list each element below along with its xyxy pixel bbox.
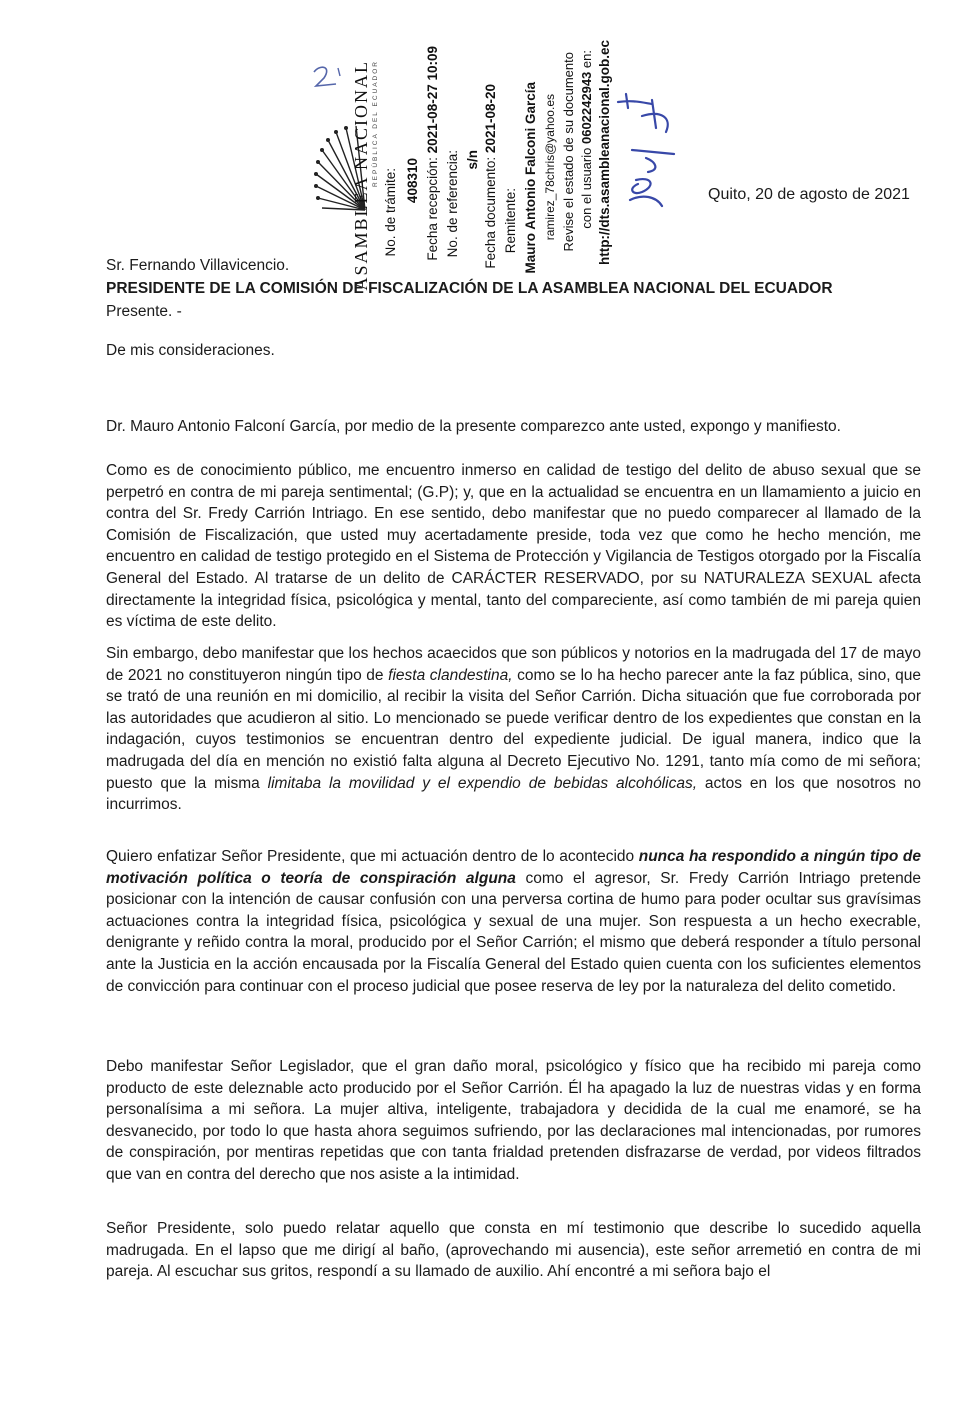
stamp-fecha-documento-label: Fecha documento: [483,156,498,269]
paragraph-intro: Dr. Mauro Antonio Falconí García, por medio de la presente comparezco ante usted, expongo y manifiesto. [106,418,841,435]
stamp-revise-user [580,50,593,229]
stamp-tramite-label: No. de trámite: [383,168,398,257]
stamp-revise-user-value: 0602242943 [579,71,594,145]
handwritten-mark [310,62,344,92]
paragraph-2 [106,643,921,816]
recipient-presente: Presente. - [106,303,182,320]
stamp-email: ramirez_78chris@yahoo.es [543,94,557,241]
stamp-fecha-documento [484,84,498,269]
paragraph-1: Como es de conocimiento público, me encuentro inmerso en calidad de testigo del delito de abuso sexual que se perpetró en contra de mi pareja sentimental; (G.P); y, que en la actualidad se encuentra en un llamamiento a juicio en contra del Sr. Fredy Carrión Intriago. En ese sentido, debo manifestar que no puedo comparecer al llamado de la Comisión de Fiscalización, que usted muy acertadamente preside, toda vez que como he hecho mención, me encuentro en calidad de testigo protegido en el Sistema de Protección y Vigilancia de Testigos otorgado por la Fiscalía General del Estado. Al tratarse de un delito de CARÁCTER RESERVADO, por su NATURALEZA SEXUAL afecta directamente la integridad física, psicológica y mental, tanto del compareciente, así como también de mi pareja quien es víctima de este delito. [106,462,921,631]
stamp-tramite-value-col [406,158,420,203]
stamp-institution: ASAMBLEA NACIONAL [351,60,371,291]
stamp-fecha-recepcion-label: Fecha recepción: [425,157,440,261]
paragraph-3-part-b: como el agresor, Sr. Fredy Carrión Intriago pretende posicionar con la intención de causar confusión con una perversa cortina de humo para poder ocultar sus gravísimas actuaciones contra la integridad física, psicológica y sexual de una mujer. Son respuesta a un hecho execrable, denigrante y reñido contra la moral, producido por el Señor Carrión; el mismo que deberá responder a título personal ante la Justicia en la acción encausada por la Fiscalía General del Estado quien cuenta con los suficientes elementos de convicción para continuar con el proceso judicial que posee reserva de ley por la naturaleza del delito cometido. [106,869,921,995]
stamp-revise-suffix: en: [579,50,594,69]
paragraph-2-part-c: actos en los que nosotros no incurrimos. [106,774,921,814]
stamp-fecha-documento-value: 2021-08-20 [483,84,498,154]
paragraph-2-emphasis-1: fiesta clandestina, [388,666,513,684]
stamp-revise: Revise el estado de su documento [561,52,576,252]
paragraph-3 [106,846,921,997]
paragraph-2-part-a: Sin embargo, debo manifestar que los hechos acaecidos que son públicos y notorios en la madrugada del 17 de mayo de 2021 no constituyeron ningún tipo de [106,645,921,684]
stamp-fecha-recepcion-value: 2021-08-27 10:09 [425,46,440,154]
addressee-block [106,254,926,323]
stamp-referencia-value-col [466,150,480,170]
stamp-url-value: http://dts.asambleanacional.gob.ec [597,40,612,266]
stamp-tramite [384,168,398,257]
stamp-referencia-value: s/n [465,150,480,170]
paragraph-3-part-a: Quiero enfatizar Señor Presidente, que mi actuación dentro de lo acontecido [106,848,639,865]
stamp-institution-sub: REPÚBLICA DEL ECUADOR [372,60,379,188]
stamp-url [598,40,612,265]
recipient-name: Sr. Fernando Villavicencio. [106,257,290,274]
stamp-revise-prefix: con el usuario [579,147,594,229]
paragraph-5: Señor Presidente, solo puedo relatar aquello que consta en mí testimonio que describe lo sucedido aquella madrugada. En el lapso que me dirigí al baño, (aprovechando mi ausencia), este señor arremetió en contra de mi pareja. Al escuchar sus gritos, respondí a su llamado de auxilio. Ahí encontré a mi señora bajo el [106,1220,921,1281]
stamp-remitente [504,188,518,253]
paragraph-2-part-b: como se lo ha hecho parecer ante la faz pública, sino, que se trató de una reunión en mi domicilio, al recibir la visita del Señor Carrión. Dicha situación que fue corroborada por las autoridades que acudieron al sitio. Lo mencionado se puede verificar dentro de los expedientes que constan en la indagación, cuyos testimonios se encuentran dentro del expediente judicial. De igual manera, indico que la madrugada del día en mención no existió falta alguna al Decreto Ejecutivo No. 1291, tanto mía como de mi señora; puesto que la misma [106,666,922,792]
paragraph-3-emphasis: nunca ha respondido a ningún tipo de motivación política o teoría de conspiración alguna [106,848,922,887]
paragraph-4: Debo manifestar Señor Legislador, que el gran daño moral, psicológico y físico que ha recibido mi pareja como producto de este deleznable acto producido por el Señor Carrión. Él ha apagado la luz de nuestras vidas y en forma personalísima a mi señora. La mujer altiva, inteligente, trabajadora y decidida de la cual me enamoré, se ha desvanecido, por todo lo que hasta ahora seguimos sufriendo, por las declaraciones mal intencionadas, por rumores de conspiración, por mentiras repetidas que con tanta frialdad pretenden disfrazarse de verdad, por videos filtrados que van en contra del derecho que nos asiste a la intimidad. [106,1058,921,1183]
greeting: De mis consideraciones. [106,342,275,359]
letter-date: Quito, 20 de agosto de 2021 [708,186,910,203]
paragraph-2-emphasis-2: limitaba la movilidad y el expendio de bebidas alcohólicas, [267,774,697,792]
stamp-referencia [446,150,460,257]
stamp-remitente-value: Mauro Antonio Falconi García [523,82,538,274]
stamp-fecha-recepcion [426,46,440,261]
stamp-remitente-label: Remitente: [503,188,518,254]
stamp-remitente-value-col [524,82,538,274]
recipient-title: PRESIDENTE DE LA COMISIÓN DE FISCALIZACIÓN DE LA ASAMBLEA NACIONAL DEL ECUADOR [106,280,833,297]
handwritten-note [612,88,692,216]
stamp-tramite-value: 408310 [405,158,420,204]
stamp-referencia-label: No. de referencia: [445,150,460,258]
